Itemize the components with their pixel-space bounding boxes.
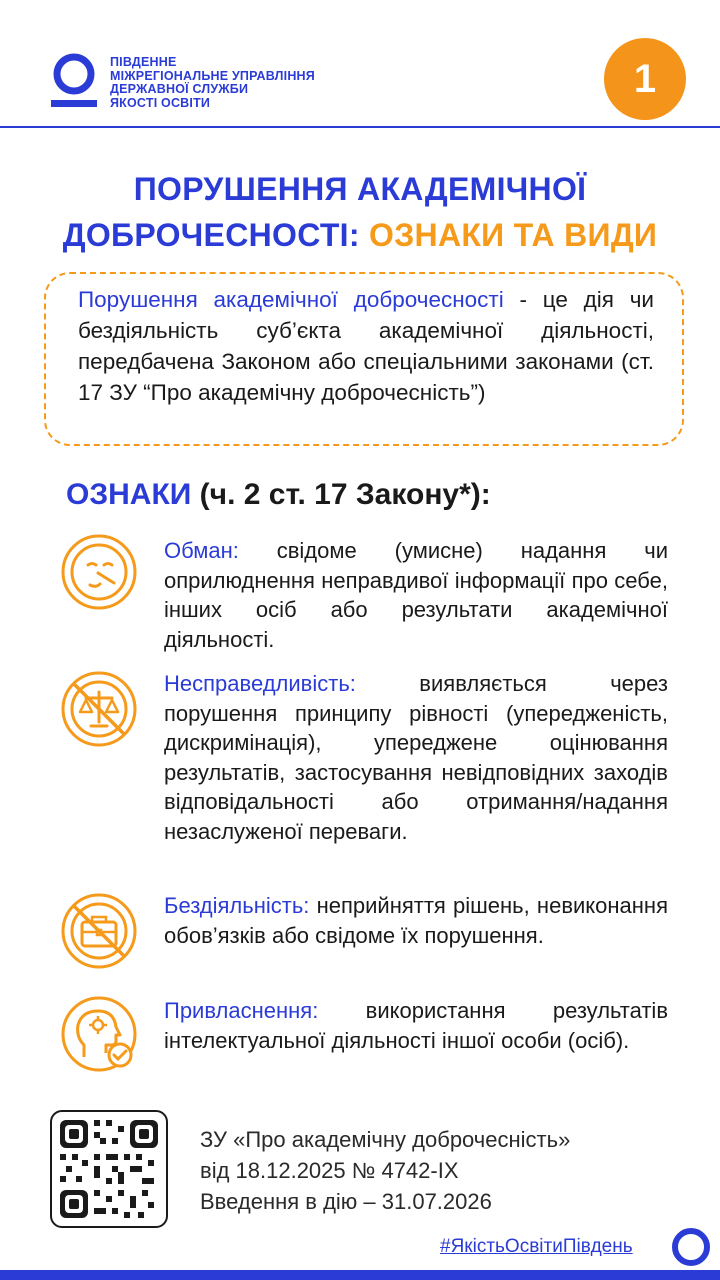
law-line: Введення в дію – 31.07.2026 [200, 1189, 492, 1214]
list-item [164, 996, 668, 1055]
list-item [164, 536, 668, 654]
item-term: Несправедливість: [164, 671, 356, 696]
footer-logo-icon [670, 1226, 712, 1268]
item-description: неприйняття рішень, невиконання обов’язків або свідоме їх порушення. [164, 893, 668, 948]
item-term: Обман: [164, 538, 239, 563]
page-number-badge: 1 [604, 38, 686, 120]
item-description: свідоме (умисне) надання чи оприлюднення неправдивої інформації про себе, інших осіб або результати академічної діяльності. [164, 538, 668, 652]
law-line: ЗУ «Про академічну доброчесність» [200, 1127, 571, 1152]
header-divider [0, 126, 720, 128]
definition-text [78, 284, 654, 408]
law-reference [200, 1124, 570, 1217]
org-line: МІЖРЕГІОНАЛЬНЕ УПРАВЛІННЯ [110, 68, 315, 83]
lying-face-icon [60, 533, 138, 611]
head-gear-check-icon [60, 995, 138, 1073]
crossed-scales-icon [60, 670, 138, 748]
organization-name [110, 56, 315, 110]
organization-logo-icon [48, 50, 100, 110]
law-line: від 18.12.2025 № 4742-IX [200, 1158, 459, 1183]
title-orange-part: ОЗНАКИ ТА ВИДИ [369, 217, 658, 253]
org-line: ПІВДЕННЕ [110, 55, 177, 69]
header [0, 0, 720, 128]
item-term: Бездіяльність: [164, 893, 310, 918]
crossed-briefcase-icon [60, 892, 138, 970]
qr-code-icon [52, 1112, 166, 1226]
hashtag-link[interactable]: #ЯкістьОсвітиПівдень [440, 1236, 633, 1257]
list-item [164, 669, 668, 846]
title-blue-part: ДОБРОЧЕСНОСТІ: [62, 217, 369, 253]
item-term: Привласнення: [164, 998, 319, 1023]
list-item [164, 891, 668, 950]
item-description: використання результатів інтелектуальної діяльності іншої особи (осіб). [164, 998, 668, 1053]
org-line: ЯКОСТІ ОСВІТИ [110, 95, 211, 110]
item-description: виявляється через порушення принципу рівності (упередженість, дискримінація), упереджене оцінювання результатів, застосування невідповідних заходів відповідальності або отримання/надання незаслуженої переваги. [164, 671, 668, 844]
org-line: ДЕРЖАВНОЇ СЛУЖБИ [110, 82, 249, 96]
signs-heading-blue: ОЗНАКИ [66, 478, 192, 511]
signs-heading [66, 478, 491, 512]
title-line-2 [0, 212, 720, 258]
definition-body: - це дія чи бездіяльність суб’єкта академічної діяльності, передбачена Законом або спеціальними законами (ст. 17 ЗУ “Про академічну доброчесність”) [78, 287, 654, 405]
title-line-1: ПОРУШЕННЯ АКАДЕМІЧНОЇ [133, 171, 587, 207]
signs-heading-rest: (ч. 2 ст. 17 Закону*): [191, 478, 491, 511]
bottom-bar [0, 1270, 720, 1280]
qr-code[interactable] [50, 1110, 168, 1228]
definition-term: Порушення академічної доброчесності [78, 287, 504, 312]
page-title [0, 166, 720, 258]
